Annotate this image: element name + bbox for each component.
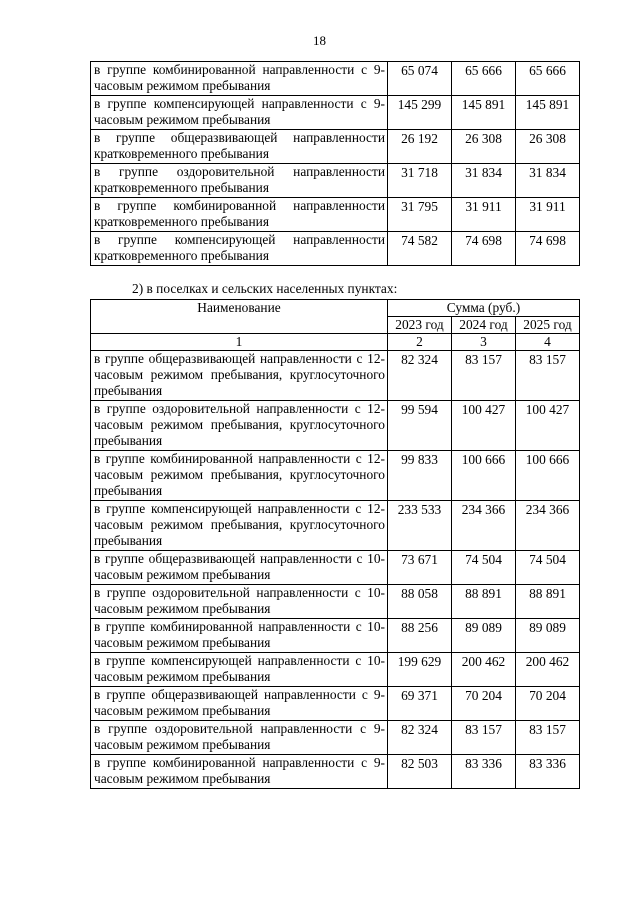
- value-2024: 100 666: [452, 451, 516, 501]
- row-name: в группе комбинированной направленности с 10-часовым режимом пребывания: [91, 619, 388, 653]
- value-2023: 26 192: [388, 130, 452, 164]
- table-row: [91, 96, 580, 130]
- header-year-2025: 2025 год: [516, 317, 580, 334]
- value-2023: 65 074: [388, 62, 452, 96]
- header-name: Наименование: [91, 300, 388, 334]
- value-2024: 65 666: [452, 62, 516, 96]
- row-name: в группе компенсирующей направленности с 10-часовым режимом пребывания: [91, 653, 388, 687]
- value-2024: 83 157: [452, 721, 516, 755]
- header-year-2023: 2023 год: [388, 317, 452, 334]
- row-name: в группе комбинированной направленности с 12-часовым режимом пребывания, круглосуточного пребывания: [91, 451, 388, 501]
- rates-table-settlements: [90, 299, 580, 789]
- value-2025: 200 462: [516, 653, 580, 687]
- value-2023: 31 718: [388, 164, 452, 198]
- value-2023: 88 058: [388, 585, 452, 619]
- value-2023: 233 533: [388, 501, 452, 551]
- table-row: [91, 164, 580, 198]
- row-name: в группе общеразвивающей направленности с 12-часовым режимом пребывания, круглосуточного пребывания: [91, 351, 388, 401]
- row-name: в группе общеразвивающей направленности с 9-часовым режимом пребывания: [91, 687, 388, 721]
- table-row: [91, 401, 580, 451]
- value-2025: 74 504: [516, 551, 580, 585]
- value-2025: 83 336: [516, 755, 580, 789]
- header-sum: Сумма (руб.): [388, 300, 580, 317]
- column-number-3: 3: [452, 334, 516, 351]
- table-row: [91, 62, 580, 96]
- value-2025: 88 891: [516, 585, 580, 619]
- table-row: [91, 585, 580, 619]
- value-2024: 31 911: [452, 198, 516, 232]
- value-2024: 88 891: [452, 585, 516, 619]
- table-row: [91, 755, 580, 789]
- value-2023: 82 324: [388, 721, 452, 755]
- column-number-4: 4: [516, 334, 580, 351]
- value-2024: 200 462: [452, 653, 516, 687]
- value-2024: 74 698: [452, 232, 516, 266]
- value-2025: 83 157: [516, 721, 580, 755]
- table-row: [91, 619, 580, 653]
- row-name: в группе комбинированной направленности с 9-часовым режимом пребывания: [91, 62, 388, 96]
- value-2024: 89 089: [452, 619, 516, 653]
- value-2024: 74 504: [452, 551, 516, 585]
- value-2024: 70 204: [452, 687, 516, 721]
- table-row: [91, 501, 580, 551]
- row-name: в группе оздоровительной направленности с 10-часовым режимом пребывания: [91, 585, 388, 619]
- value-2023: 74 582: [388, 232, 452, 266]
- value-2024: 145 891: [452, 96, 516, 130]
- value-2025: 89 089: [516, 619, 580, 653]
- value-2025: 234 366: [516, 501, 580, 551]
- table-row: [91, 551, 580, 585]
- table-row: [91, 351, 580, 401]
- page-number: 18: [313, 33, 326, 48]
- value-2024: 26 308: [452, 130, 516, 164]
- value-2023: 99 833: [388, 451, 452, 501]
- row-name: в группе оздоровительной направленности с 12-часовым режимом пребывания, круглосуточного пребывания: [91, 401, 388, 451]
- value-2025: 83 157: [516, 351, 580, 401]
- value-2025: 65 666: [516, 62, 580, 96]
- table-header: [91, 300, 580, 351]
- value-2025: 26 308: [516, 130, 580, 164]
- column-number-2: 2: [388, 334, 452, 351]
- rates-table-settlements-body: [91, 351, 580, 789]
- table-row: [91, 198, 580, 232]
- section-caption: 2) в поселках и сельских населенных пунктах:: [132, 281, 398, 296]
- value-2023: 82 503: [388, 755, 452, 789]
- table-row: [91, 130, 580, 164]
- value-2023: 69 371: [388, 687, 452, 721]
- table-row: [91, 232, 580, 266]
- value-2023: 199 629: [388, 653, 452, 687]
- value-2023: 73 671: [388, 551, 452, 585]
- table-row: [91, 653, 580, 687]
- row-name: в группе компенсирующей направленности кратковременного пребывания: [91, 232, 388, 266]
- value-2025: 31 834: [516, 164, 580, 198]
- row-name: в группе общеразвивающей направленности кратковременного пребывания: [91, 130, 388, 164]
- row-name: в группе оздоровительной направленности кратковременного пребывания: [91, 164, 388, 198]
- value-2025: 70 204: [516, 687, 580, 721]
- value-2024: 83 157: [452, 351, 516, 401]
- row-name: в группе комбинированной направленности кратковременного пребывания: [91, 198, 388, 232]
- table-row: [91, 451, 580, 501]
- value-2023: 31 795: [388, 198, 452, 232]
- value-2025: 145 891: [516, 96, 580, 130]
- value-2023: 145 299: [388, 96, 452, 130]
- value-2025: 100 666: [516, 451, 580, 501]
- row-name: в группе оздоровительной направленности с 9-часовым режимом пребывания: [91, 721, 388, 755]
- row-name: в группе комбинированной направленности с 9-часовым режимом пребывания: [91, 755, 388, 789]
- row-name: в группе компенсирующей направленности с 9-часовым режимом пребывания: [91, 96, 388, 130]
- value-2023: 99 594: [388, 401, 452, 451]
- value-2025: 100 427: [516, 401, 580, 451]
- value-2025: 74 698: [516, 232, 580, 266]
- header-year-2024: 2024 год: [452, 317, 516, 334]
- value-2024: 234 366: [452, 501, 516, 551]
- rates-table-continued: [90, 61, 580, 266]
- rates-table-continued-body: [91, 62, 580, 266]
- row-name: в группе общеразвивающей направленности с 10-часовым режимом пребывания: [91, 551, 388, 585]
- row-name: в группе компенсирующей направленности с 12-часовым режимом пребывания, круглосуточного пребывания: [91, 501, 388, 551]
- value-2025: 31 911: [516, 198, 580, 232]
- value-2023: 82 324: [388, 351, 452, 401]
- value-2024: 100 427: [452, 401, 516, 451]
- value-2024: 83 336: [452, 755, 516, 789]
- table-row: [91, 687, 580, 721]
- value-2024: 31 834: [452, 164, 516, 198]
- value-2023: 88 256: [388, 619, 452, 653]
- table-row: [91, 721, 580, 755]
- column-number-1: 1: [91, 334, 388, 351]
